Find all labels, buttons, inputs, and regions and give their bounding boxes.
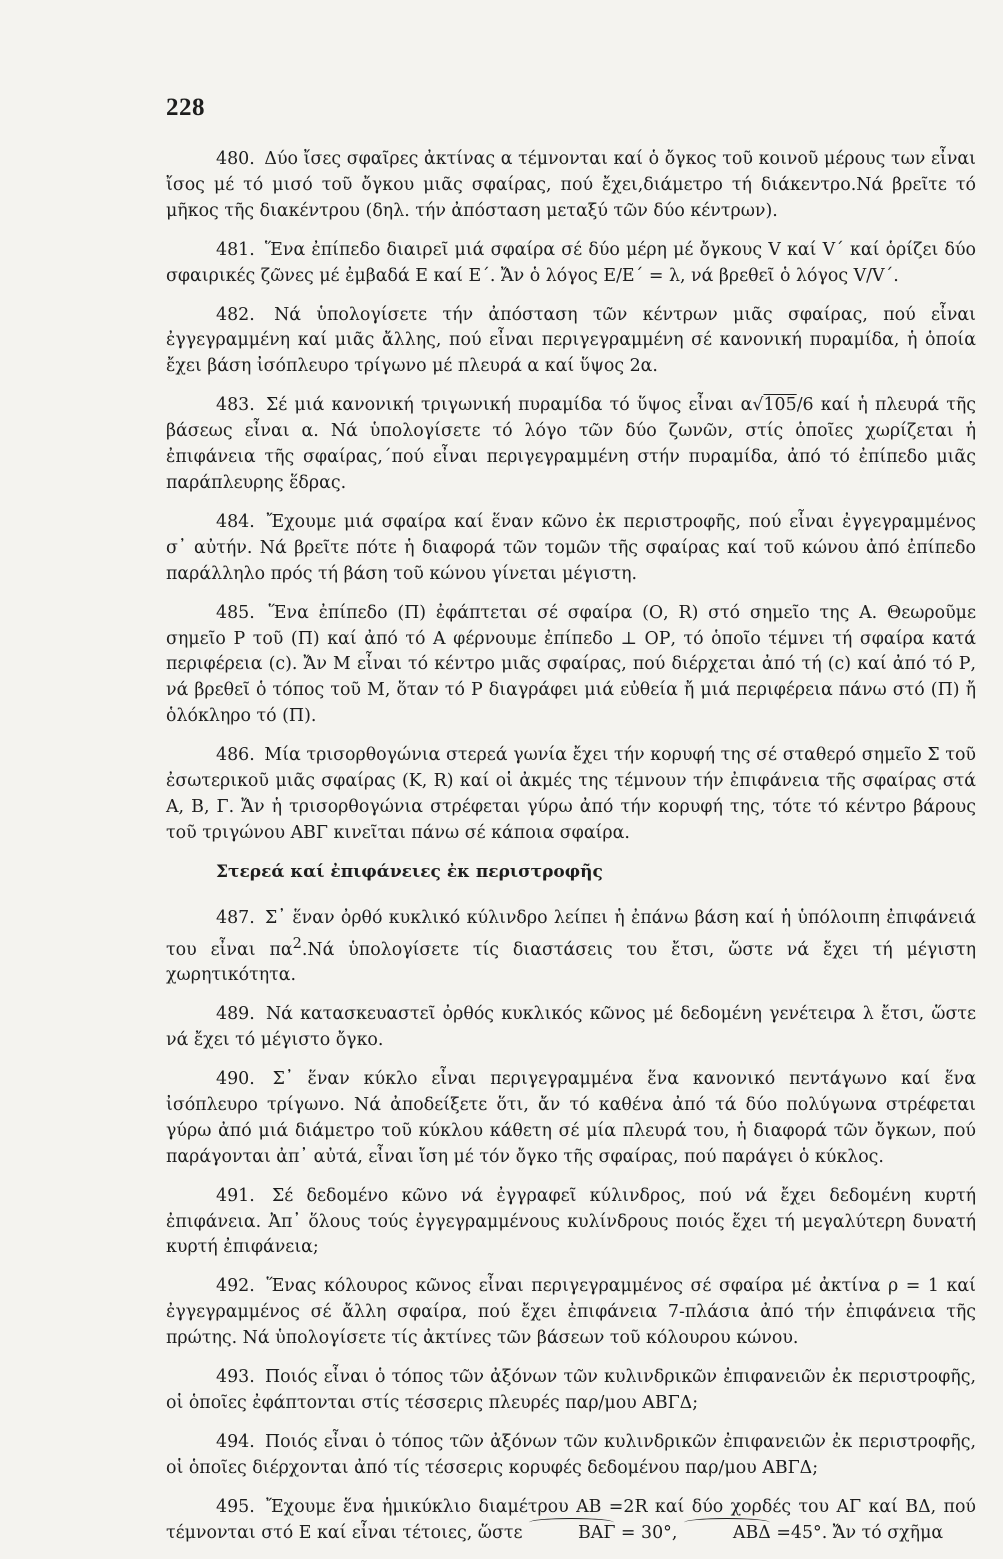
problem-text: Σ᾽ ἕναν κύκλο εἶναι περιγεγραμμένα ἕνα κανονικό πεντάγωνο καί ἕνα ἰσόπλευρο τρίγωνο. Νά ἀποδείξετε ὅτι, ἄν τό καθένα ἀπό τά δύο πολύγωνα στρέφεται γύρω ἀπό μιά διάμετρο τοῦ κύκλου κάθετη σέ μία πλευρά του, ἡ διαφορά τῶν ὄγκων, πού παράγονται ἀπ᾽ αὐτά, εἶναι ἴση μέ τόν ὄγκο τῆς σφαίρας, πού παράγει ὁ κύκλος. xyxy=(166,1068,976,1167)
problem-text: Ἔχουμε μιά σφαίρα καί ἕναν κῶνο ἐκ περιστροφῆς, πού εἶναι ἐγγεγραμμένος σ᾽ αὐτήν. Νά βρεῖτε πότε ἡ διαφορά τῶν τομῶν τῆς σφαίρας καί τοῦ κώνου ἀπό ἐπίπεδο παράλληλο πρός τή βάση τοῦ κώνου γίνεται μέγιστη. xyxy=(166,511,976,584)
problem-text-end: =45°. Ἄν τό σχῆμα xyxy=(770,1522,944,1543)
problem-492 xyxy=(166,1274,976,1352)
problem-text: Νά ὑπολογίσετε τήν ἀπόσταση τῶν κέντρων μιᾶς σφαίρας, πού εἶναι ἐγγεγραμμένη καί μιᾶς ἄλλης, πού εἶναι περιγεγραμμένη σέ κανονική πυραμίδα, ἡ ὁποία ἔχει βάση ἰσόπλευρο τρίγωνο μέ πλευρά α καί ὕψος 2α. xyxy=(166,304,976,377)
problem-489 xyxy=(166,1002,976,1054)
problem-number: 493. xyxy=(216,1367,255,1388)
problem-text: Ἕνας κόλουρος κῶνος εἶναι περιγεγραμμένος σέ σφαίρα μέ ἀκτίνα ρ = 1 καί ἐγγεγραμμένος σέ ἄλλη σφαίρα, πού ἔχει ἐπιφάνεια 7-πλάσια ἀπό τήν ἐπιφάνεια τῆς πρώτης. Νά ὑπολογίσετε τίς ἀκτίνες τῶν βάσεων τοῦ κόλουρου κώνου. xyxy=(166,1276,976,1349)
problem-text: Ἕνα ἐπίπεδο (Π) ἐφάπτεται σέ σφαίρα (Ο, R) στό σημεῖο της Α. Θεωροῦμε σημεῖο Ρ τοῦ (Π) καί ἀπό τό Α φέρνουμε ἐπίπεδο ⊥ ΟΡ, τό ὁποῖο τέμνει τή σφαίρα κατά περιφέρεια (c). Ἄν Μ εἶναι τό κέντρο μιᾶς σφαίρας, πού διέρχεται ἀπό τή (c) καί ἀπό τό Ρ, νά βρεθεῖ ὁ τόπος τοῦ Μ, ὅταν τό Ρ διαγράφει μιά εὐθεία ἤ μιά περιφέρεια πάνω στό (Π) ἤ ὁλόκληρο τό (Π). xyxy=(166,602,976,727)
problem-text: Σέ δεδομένο κῶνο νά ἐγγραφεῖ κύλινδρος, πού νά ἔχει δεδομένη κυρτή ἐπιφάνεια. Ἀπ᾽ ὅλους τούς ἐγγεγραμμένους κυλίνδρους ποιός ἔχει τή μεγαλύτερη δυνατή κυρτή ἐπιφάνεια; xyxy=(166,1185,976,1258)
problem-text-end: /6 καί ἡ πλευρά τῆς βάσεως εἶναι α. Νά ὑπολογίσετε τό λόγο τῶν δύο ζωνῶν, στίς ὁποῖες χωρίζεται ἡ ἐπιφάνεια τῆς σφαίρας,΄πού εἶναι περιγεγραμμένη στήν πυραμίδα, ἀπό τό ἐπίπεδο μιᾶς παράπλευρης ἕδρας. xyxy=(166,395,977,493)
problem-text-start: Σέ μιά κανονική τριγωνική πυραμίδα τό ὕψος εἶναι α√ xyxy=(265,395,764,416)
problem-number: 486. xyxy=(216,745,255,766)
problem-number: 484. xyxy=(216,511,255,532)
problem-text: Ποιός εἶναι ὁ τόπος τῶν ἀξόνων τῶν κυλινδρικῶν ἐπιφανειῶν ἐκ περιστροφῆς, οἱ ὁποῖες ἐφάπτονται στίς τέσσερις πλευρές παρ/μου ΑΒΓΔ; xyxy=(166,1367,976,1413)
problem-493 xyxy=(166,1365,976,1417)
problem-number: 481. xyxy=(216,239,255,260)
problem-text: Ποιός εἶναι ὁ τόπος τῶν ἀξόνων τῶν κυλινδρικῶν ἐπιφανειῶν ἐκ περιστροφῆς, οἱ ὁποῖες διέρχονται ἀπό τίς τέσσερις κορυφές δεδομένου παρ/μου ΑΒΓΔ; xyxy=(166,1431,976,1478)
problem-484 xyxy=(166,510,976,588)
problem-text-mid: = 30°, xyxy=(615,1522,683,1543)
problem-485 xyxy=(166,601,976,731)
page-number: 228 xyxy=(166,94,205,121)
section-heading: Στερεά καί ἐπιφάνειες ἐκ περιστροφῆς xyxy=(216,861,603,882)
problem-text-end: .Νά ὑπολογίσετε τίς διαστάσεις του ἔτσι, ὥστε νά ἔχει τή μέγιστη χωρητικότητα. xyxy=(166,939,976,986)
problem-number: 495. xyxy=(216,1496,255,1517)
problem-number: 494. xyxy=(216,1431,255,1452)
problem-number: 491. xyxy=(216,1185,255,1206)
problem-text: Δύο ἴσες σφαῖρες ἀκτίνας α τέμνονται καί ὁ ὄγκος τοῦ κοινοῦ μέρους των εἶναι ἴσος μέ τό μισό τοῦ ὄγκου μιᾶς σφαίρας, πού ἔχει,διάμετρο τή διάκεντρο.Νά βρεῖτε τό μῆκος τῆς διακέντρου (δηλ. τήν ἀπόσταση μεταξύ τῶν δύο κέντρων). xyxy=(166,149,976,221)
problem-text-start: Ἔχουμε ἕνα ἡμικύκλιο διαμέτρου ΑΒ =2R καί δύο χορδές του ΑΓ καί ΒΔ, πού τέμνονται στό Ε καί εἶναι τέτοιες, ὥστε xyxy=(166,1496,977,1543)
problem-number: 482. xyxy=(216,304,255,325)
radicand: 105 xyxy=(763,395,797,416)
problem-495 xyxy=(166,1495,976,1547)
problem-text: Νά κατασκευαστεῖ ὀρθός κυκλικός κῶνος μέ δεδομένη γενέτειρα λ ἔτσι, ὥστε νά ἔχει τό μέγιστο ὄγκο. xyxy=(166,1004,976,1051)
angle-bag: ΒΑΓ xyxy=(528,1521,615,1547)
problem-text-start: Σ᾽ ἕναν ὀρθό κυκλικό κύλινδρο λείπει ἡ ἐπάνω βάση καί ἡ ὑπόλοιπη ἐπιφάνειά του εἶναι πα xyxy=(166,907,976,960)
problem-486 xyxy=(166,743,976,847)
problem-number: 489. xyxy=(216,1004,255,1025)
page-content xyxy=(166,147,976,1559)
problem-481 xyxy=(166,238,976,290)
problem-number: 480. xyxy=(216,149,255,169)
problem-480 xyxy=(166,147,976,225)
problem-490 xyxy=(166,1067,976,1171)
problem-number: 483. xyxy=(216,395,255,416)
problem-482 xyxy=(166,303,976,381)
problem-number: 490. xyxy=(216,1068,255,1089)
problem-494 xyxy=(166,1430,976,1482)
problem-491 xyxy=(166,1184,976,1262)
problem-text: Ἕνα ἐπίπεδο διαιρεῖ μιά σφαίρα σέ δύο μέρη μέ ὄγκους V καί V΄ καί ὁρίζει δύο σφαιρικές ζῶνες μέ ἐμβαδά Ε καί Ε΄. Ἄν ὁ λόγος Ε/Ε΄ = λ, νά βρεθεῖ ὁ λόγος V/V΄. xyxy=(166,239,977,286)
problem-number: 485. xyxy=(216,602,255,623)
problem-number: 487. xyxy=(216,907,255,928)
exponent: 2 xyxy=(292,935,302,952)
problem-number: 492. xyxy=(216,1276,255,1297)
problem-487 xyxy=(166,906,976,990)
problem-text: Μία τρισορθογώνια στερεά γωνία ἔχει τήν κορυφή της σέ σταθερό σημεῖο Σ τοῦ ἐσωτερικοῦ μιᾶς σφαίρας (Κ, R) καί οἱ ἀκμές της τέμνουν τήν ἐπιφάνεια τῆς σφαίρας στά Α, Β, Γ. Ἄν ἡ τρισορθογώνια στρέφεται γύρω ἀπό τήν κορυφή της, τότε τό κέντρο βάρους τοῦ τριγώνου ΑΒΓ κινεῖται πάνω σέ κάποια σφαίρα. xyxy=(166,745,976,843)
angle-abd: ΑΒΔ xyxy=(683,1521,771,1547)
problem-483 xyxy=(166,393,976,497)
